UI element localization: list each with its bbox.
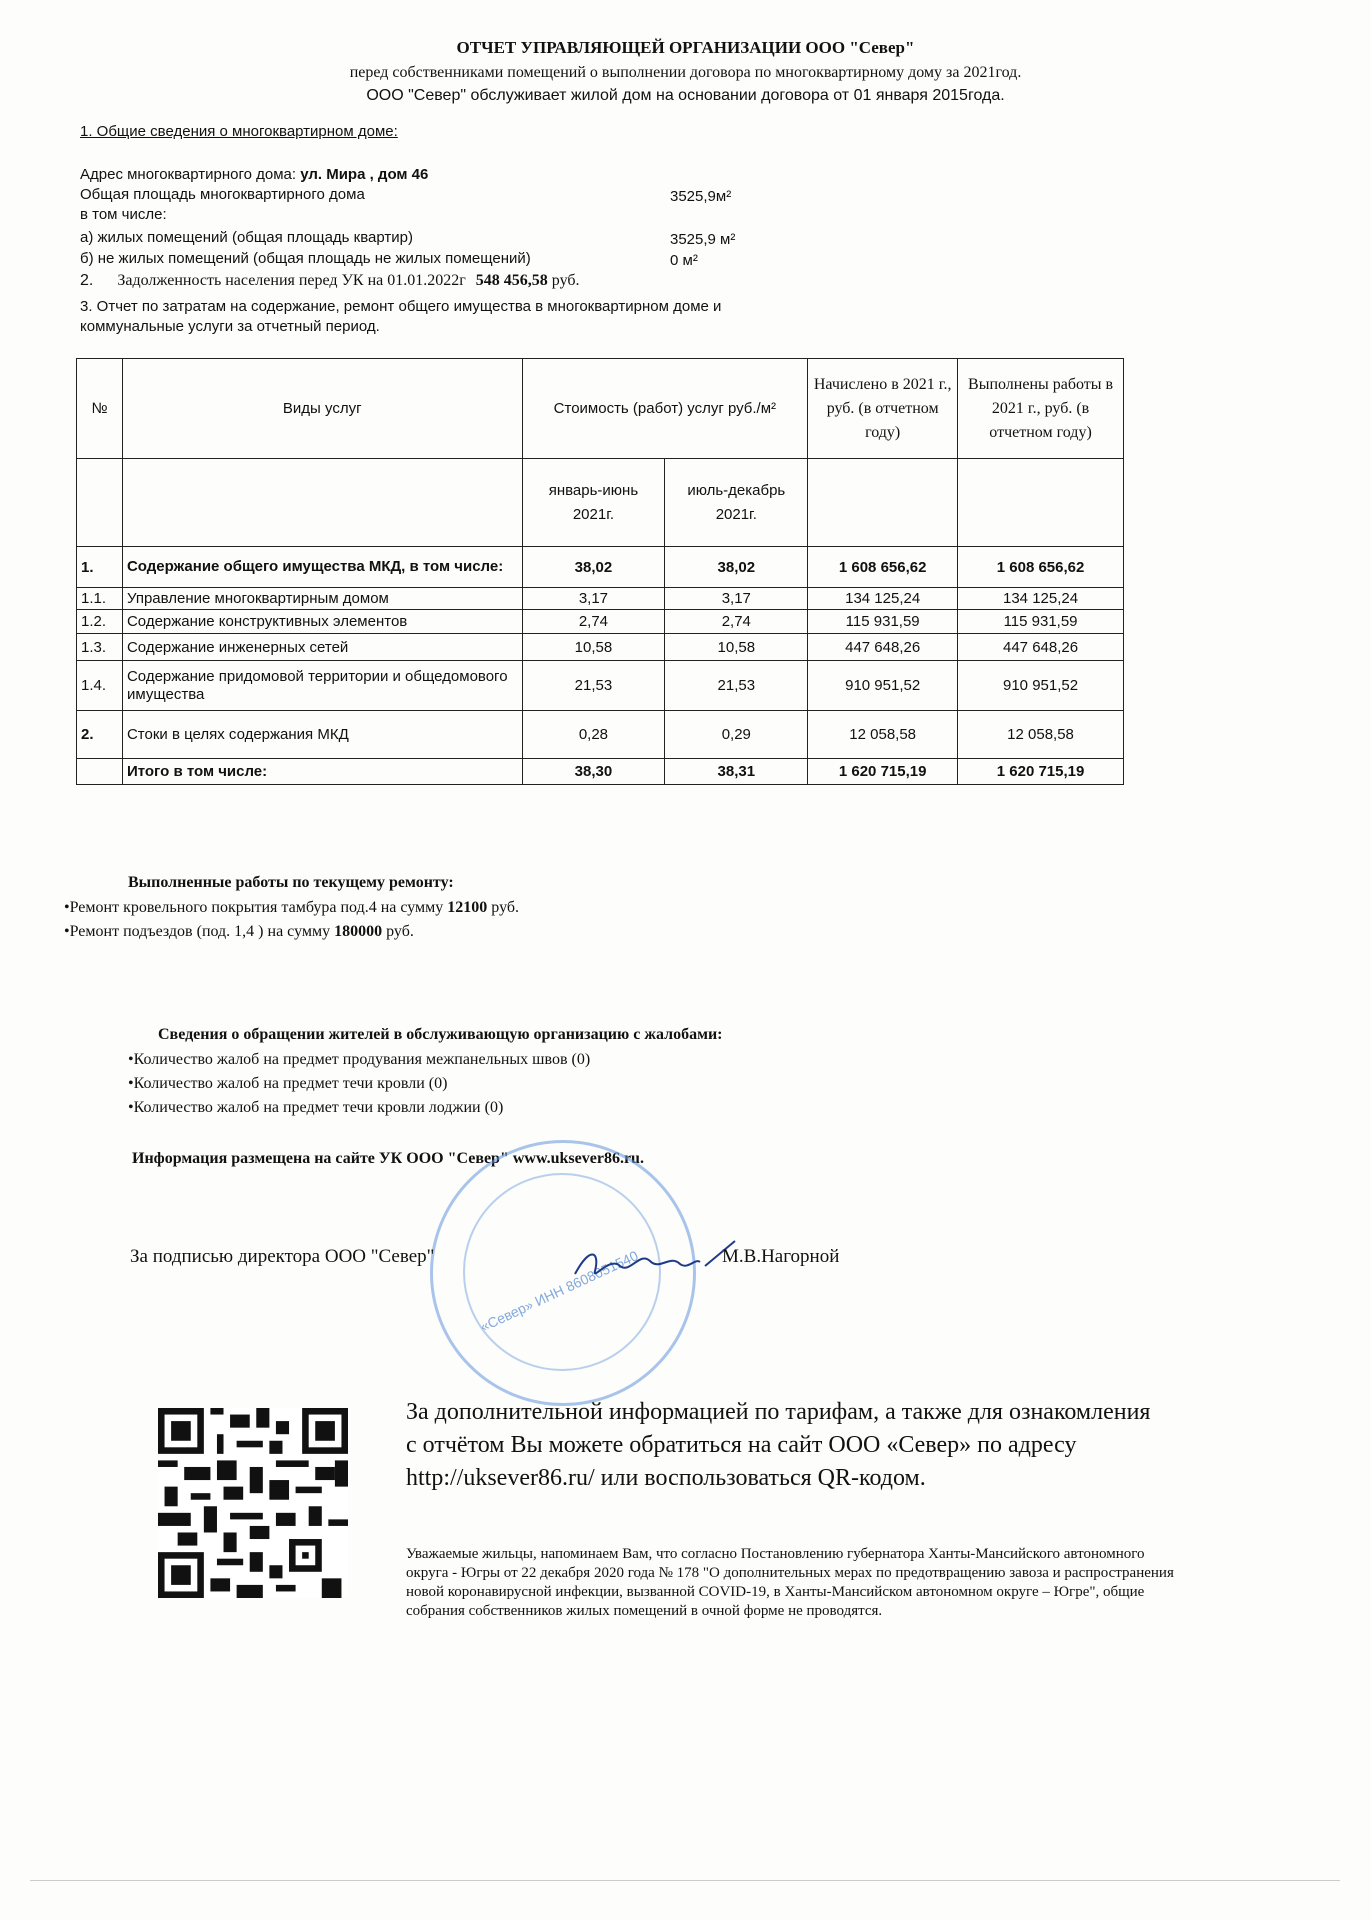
complaint-item: •Количество жалоб на предмет течи кровли (0) [128, 1075, 448, 1092]
services-table [76, 358, 1124, 785]
subheader-empty [77, 459, 123, 547]
section-1-heading: 1. Общие сведения о многоквартирном доме: [80, 123, 398, 140]
living-area-label: а) жилых помещений (общая площадь квартир) [80, 229, 413, 246]
complaint-item: •Количество жалоб на предмет течи кровли лоджии (0) [128, 1099, 504, 1116]
header-jul-dec: июль-декабрь 2021г. [665, 459, 808, 547]
table-total-row [77, 759, 1124, 785]
row-h1: 21,53 [522, 661, 665, 711]
signature-label: За подписью директора ООО "Север" [130, 1246, 435, 1267]
table-header-row [77, 359, 1124, 459]
site-info: Информация размещена на сайте УК ООО "Север" www.uksever86.ru. [132, 1150, 644, 1167]
row-num: 1.3. [77, 634, 123, 661]
header-services: Виды услуг [122, 359, 522, 459]
row-done: 1 620 715,19 [958, 759, 1124, 785]
report-title: ОТЧЕТ УПРАВЛЯЮЩЕЙ ОРГАНИЗАЦИИ ООО "Север" [456, 38, 915, 57]
repair-item [64, 923, 414, 941]
address-value: ул. Мира , дом 46 [300, 166, 429, 183]
debt-line [80, 272, 580, 290]
subheader-empty [958, 459, 1124, 547]
repair-item-text: •Ремонт подъездов (под. 1,4 ) на сумму [64, 923, 335, 940]
header-num: № [77, 359, 123, 459]
row-h2: 3,17 [665, 588, 808, 610]
covid-notice: Уважаемые жильцы, напоминаем Вам, что согласно Постановлению губернатора Ханты-Мансийского автономного округа - Югры от 22 декабря 2020 года № 178 "О дополнительных мерах по предотвращению завоза и распространения новой коронавирусной инфекции, вызванной COVID-19, в Ханты-Мансийском автономном округе – Югре", общие собрания собственников жилых помещений в очной форме не проводятся. [406, 1546, 1174, 1619]
director-name: М.В.Нагорной [722, 1246, 840, 1267]
address-label: Адрес многоквартирного дома: [80, 166, 301, 183]
repairs-title: Выполненные работы по текущему ремонту: [128, 874, 454, 891]
row-accrued: 134 125,24 [808, 588, 958, 610]
total-area-label: Общая площадь многоквартирного дома [80, 186, 365, 203]
header-accrued: Начислено в 2021 г., руб. (в отчетном году) [808, 359, 958, 459]
living-area-value: 3525,9 м² [670, 231, 736, 248]
debt-number: 2. [80, 272, 94, 289]
row-done: 134 125,24 [958, 588, 1124, 610]
row-name: Содержание придомовой территории и общедомового имущества [122, 661, 522, 711]
row-h1: 3,17 [522, 588, 665, 610]
repair-item-sum: 180000 [334, 923, 383, 940]
subheader-empty [122, 459, 522, 547]
table-row [77, 634, 1124, 661]
row-name: Содержание инженерных сетей [122, 634, 522, 661]
additional-info: За дополнительной информацией по тарифам, а также для ознакомления с отчётом Вы можете обратиться на сайт ООО «Север» по адресу http://uksever86.ru/ или воспользоваться QR-кодом. [406, 1399, 1151, 1491]
row-h2: 2,74 [665, 610, 808, 634]
row-h1: 38,30 [522, 759, 665, 785]
row-h1: 0,28 [522, 711, 665, 759]
signature-scribble [570, 1236, 740, 1286]
row-accrued: 115 931,59 [808, 610, 958, 634]
table-row [77, 547, 1124, 588]
row-done: 12 058,58 [958, 711, 1124, 759]
row-name: Стоки в целях содержания МКД [122, 711, 522, 759]
row-num: 1.1. [77, 588, 123, 610]
row-num: 1.4. [77, 661, 123, 711]
subheader-empty [808, 459, 958, 547]
repair-item-unit: руб. [487, 899, 520, 916]
row-done: 447 648,26 [958, 634, 1124, 661]
row-done: 115 931,59 [958, 610, 1124, 634]
section-3-line1: 3. Отчет по затратам на содержание, ремонт общего имущества в многоквартирном доме и [80, 298, 722, 315]
address-line [80, 166, 428, 183]
nonliving-area-label: б) не жилых помещений (общая площадь не жилых помещений) [80, 250, 531, 267]
repair-item-sum: 12100 [447, 899, 488, 916]
complaints-title: Сведения о обращении жителей в обслуживающую организацию с жалобами: [158, 1026, 723, 1043]
including-label: в том числе: [80, 206, 167, 223]
row-h2: 10,58 [665, 634, 808, 661]
row-name: Итого в том числе: [122, 759, 522, 785]
qr-code-icon[interactable] [158, 1408, 348, 1598]
table-row [77, 588, 1124, 610]
row-num: 1.2. [77, 610, 123, 634]
row-name: Содержание общего имущества МКД, в том числе: [122, 547, 522, 588]
table-subheader-row [77, 459, 1124, 547]
row-accrued: 1 608 656,62 [808, 547, 958, 588]
repair-item-text: •Ремонт кровельного покрытия тамбура под.4 на сумму [64, 899, 448, 916]
contract-info: ООО "Север" обслуживает жилой дом на основании договора от 01 января 2015года. [366, 87, 1005, 104]
row-h2: 38,02 [665, 547, 808, 588]
total-area-value: 3525,9м² [670, 188, 732, 205]
row-done: 1 608 656,62 [958, 547, 1124, 588]
header-jan-jun: январь-июнь 2021г. [522, 459, 665, 547]
debt-value: 548 456,58 [475, 272, 548, 289]
table-row [77, 711, 1124, 759]
row-accrued: 1 620 715,19 [808, 759, 958, 785]
row-accrued: 910 951,52 [808, 661, 958, 711]
row-h2: 0,29 [665, 711, 808, 759]
table-row [77, 661, 1124, 711]
debt-unit: руб. [551, 272, 580, 289]
header-cost: Стоимость (работ) услуг руб./м² [522, 359, 808, 459]
nonliving-area-value: 0 м² [670, 252, 698, 269]
row-done: 910 951,52 [958, 661, 1124, 711]
row-h1: 38,02 [522, 547, 665, 588]
row-num [77, 759, 123, 785]
page-bottom-line [30, 1880, 1340, 1881]
table-row [77, 610, 1124, 634]
row-name: Управление многоквартирным домом [122, 588, 522, 610]
report-subtitle: перед собственниками помещений о выполнении договора по многоквартирному дому за 2021год. [349, 64, 1022, 81]
row-h1: 2,74 [522, 610, 665, 634]
stamp-text: «Север» ИНН 8608051540 [477, 1247, 641, 1335]
row-accrued: 447 648,26 [808, 634, 958, 661]
row-num: 2. [77, 711, 123, 759]
repair-item-unit: руб. [382, 923, 414, 940]
section-3-line2: коммунальные услуги за отчетный период. [80, 318, 380, 335]
complaint-item: •Количество жалоб на предмет продувания межпанельных швов (0) [128, 1051, 591, 1068]
header-done: Выполнены работы в 2021 г., руб. (в отчетном году) [958, 359, 1124, 459]
debt-text: Задолженность населения перед УК на 01.01.2022г [117, 272, 466, 289]
repair-item [64, 899, 519, 917]
row-num: 1. [77, 547, 123, 588]
row-accrued: 12 058,58 [808, 711, 958, 759]
row-h2: 38,31 [665, 759, 808, 785]
row-h2: 21,53 [665, 661, 808, 711]
row-h1: 10,58 [522, 634, 665, 661]
row-name: Содержание конструктивных элементов [122, 610, 522, 634]
